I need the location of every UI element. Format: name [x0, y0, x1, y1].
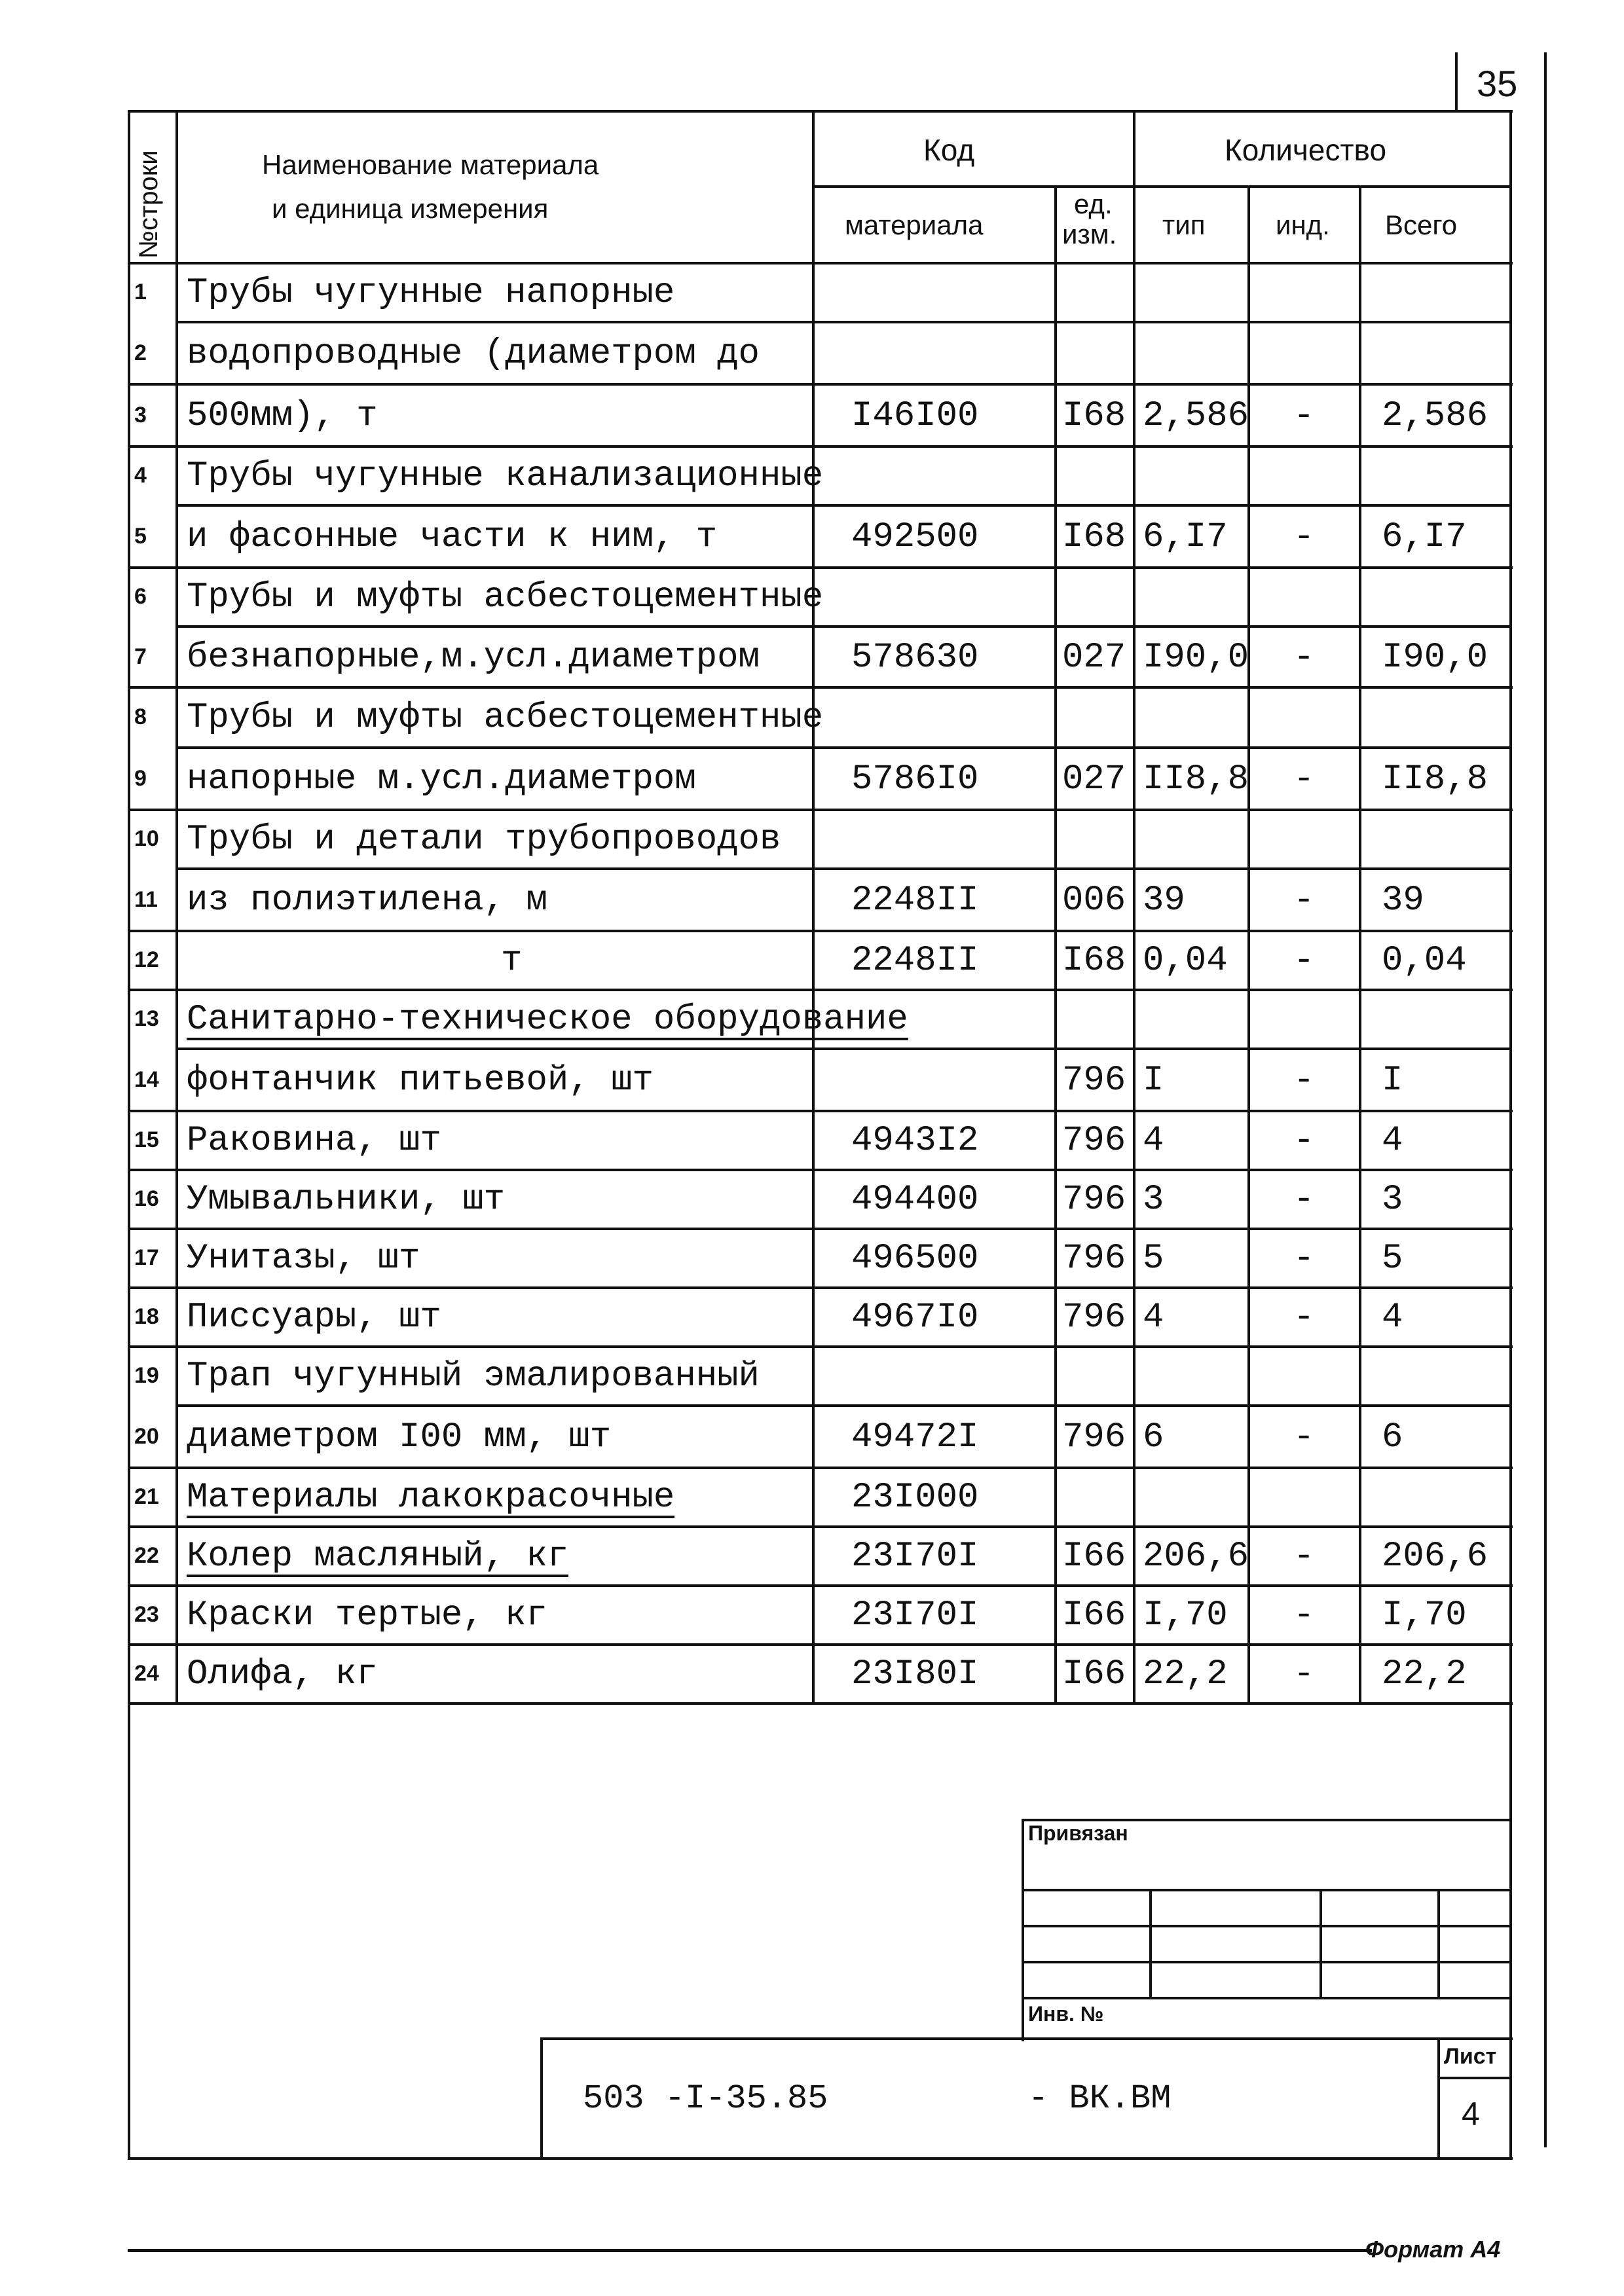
- quantity-total: 4: [1382, 1298, 1403, 1338]
- material-code: 494400: [851, 1180, 979, 1220]
- row-number: 12: [134, 947, 159, 972]
- material-code: 4943I2: [851, 1121, 979, 1161]
- total-header: Всего: [1385, 210, 1458, 240]
- unit-code: I66: [1062, 1595, 1126, 1635]
- material-name: водопроводные (диаметром до: [187, 334, 760, 374]
- material-code: 23I80I: [851, 1654, 979, 1694]
- unit-header-line2: изм.: [1062, 219, 1117, 249]
- row-number: 19: [134, 1363, 159, 1388]
- unit-code: 796: [1062, 1061, 1126, 1101]
- material-name: Раковина, шт: [187, 1121, 441, 1161]
- row-divider: [128, 1643, 1513, 1646]
- unit-code: 027: [1062, 759, 1126, 799]
- row-number: 20: [134, 1424, 159, 1449]
- quantity-ind: -: [1293, 1121, 1315, 1161]
- name-header-line2: и единица измерения: [272, 193, 549, 224]
- unit-code: I68: [1062, 941, 1126, 981]
- quantity-typ: 206,6: [1143, 1537, 1249, 1576]
- material-name: Краски тертые, кг: [187, 1595, 547, 1635]
- quantity-ind: -: [1293, 759, 1315, 799]
- material-code: 23I000: [851, 1478, 979, 1518]
- quantity-typ: 22,2: [1143, 1654, 1228, 1694]
- unit-code: 796: [1062, 1417, 1126, 1457]
- row-number: 21: [134, 1484, 159, 1509]
- material-name: из полиэтилена, м: [187, 881, 547, 920]
- quantity-typ: 6: [1143, 1417, 1164, 1457]
- quantity-typ: 2,586: [1143, 396, 1249, 436]
- material-name: безнапорные,м.усл.диаметром: [187, 638, 760, 678]
- material-code: 4967I0: [851, 1298, 979, 1338]
- inventory-number-label: Инв. №: [1028, 2002, 1104, 2026]
- unit-code: I66: [1062, 1654, 1126, 1694]
- row-divider: [128, 686, 1513, 689]
- quantity-typ: 0,04: [1143, 941, 1228, 981]
- row-number: 1: [134, 280, 147, 304]
- quantity-total: 206,6: [1382, 1537, 1488, 1576]
- quantity-total: I,70: [1382, 1595, 1467, 1635]
- unit-code: 796: [1062, 1121, 1126, 1161]
- quantity-ind: -: [1293, 1654, 1315, 1694]
- quantity-typ: 6,I7: [1143, 517, 1228, 557]
- quantity-typ: I: [1143, 1061, 1164, 1101]
- row-divider: [128, 1286, 1513, 1289]
- row-number: 6: [134, 584, 147, 609]
- row-number: 11: [134, 887, 158, 912]
- quantity-typ: I90,0: [1143, 638, 1249, 678]
- format-label: Формат А4: [1365, 2236, 1501, 2263]
- quantity-ind: -: [1293, 1298, 1315, 1338]
- sheet-label: Лист: [1444, 2044, 1497, 2069]
- material-name: т: [501, 941, 523, 981]
- row-number: 8: [134, 704, 147, 729]
- name-header-line1: Наименование материала: [262, 149, 599, 180]
- unit-code: 006: [1062, 881, 1126, 920]
- material-code: 578630: [851, 638, 979, 678]
- row-number: 22: [134, 1543, 159, 1568]
- quantity-ind: -: [1293, 881, 1315, 920]
- quantity-typ: 39: [1143, 881, 1185, 920]
- material-header: материала: [845, 210, 984, 240]
- material-code: I46I00: [851, 396, 979, 436]
- material-name: Трубы чугунные напорные: [187, 273, 675, 313]
- material-name: 500мм), т: [187, 396, 378, 436]
- row-divider: [128, 1169, 1513, 1171]
- material-name: фонтанчик питьевой, шт: [187, 1061, 654, 1101]
- row-divider: [128, 1467, 1513, 1469]
- row-divider: [128, 989, 1513, 991]
- row-divider: [128, 383, 1513, 386]
- material-name: Трубы и детали трубопроводов: [187, 820, 781, 860]
- unit-header-line1: ед.: [1074, 189, 1113, 219]
- material-code: 492500: [851, 517, 979, 557]
- ind-header: инд.: [1276, 210, 1330, 240]
- row-divider: [175, 867, 1511, 870]
- material-code: 49472I: [851, 1417, 979, 1457]
- material-name: Писсуары, шт: [187, 1298, 441, 1338]
- row-number: 15: [134, 1127, 159, 1152]
- quantity-total: 39: [1382, 881, 1424, 920]
- material-name: Материалы лакокрасочные: [187, 1478, 675, 1518]
- row-divider: [128, 566, 1513, 569]
- quantity-ind: -: [1293, 1537, 1315, 1576]
- row-divider: [128, 445, 1513, 448]
- row-number: 7: [134, 644, 147, 669]
- material-name: Колер масляный, кг: [187, 1537, 569, 1576]
- row-divider: [128, 809, 1513, 811]
- material-name: Санитарно-техническое оборудование: [187, 1000, 908, 1040]
- quantity-typ: 5: [1143, 1239, 1164, 1279]
- quantity-total: 22,2: [1382, 1654, 1467, 1694]
- document-code: 503 -I-35.85: [583, 2079, 828, 2118]
- quantity-ind: -: [1293, 1061, 1315, 1101]
- unit-code: 796: [1062, 1180, 1126, 1220]
- material-code: 23I70I: [851, 1595, 979, 1635]
- quantity-ind: -: [1293, 396, 1315, 436]
- quantity-total: 2,586: [1382, 396, 1488, 436]
- quantity-total: 4: [1382, 1121, 1403, 1161]
- unit-code: 796: [1062, 1239, 1126, 1279]
- row-divider: [128, 1345, 1513, 1348]
- material-name: напорные м.усл.диаметром: [187, 759, 696, 799]
- material-name: Трубы и муфты асбестоцементные: [187, 577, 824, 617]
- row-number: 14: [134, 1067, 159, 1092]
- row-divider: [175, 625, 1511, 628]
- material-code: 2248II: [851, 941, 979, 981]
- material-code: 496500: [851, 1239, 979, 1279]
- material-name: и фасонные части к ним, т: [187, 517, 718, 557]
- document-suffix: - ВК.ВМ: [1028, 2079, 1172, 2118]
- typ-header: тип: [1162, 210, 1206, 240]
- quantity-typ: II8,8: [1143, 759, 1249, 799]
- row-divider: [175, 746, 1511, 749]
- quantity-total: 6,I7: [1382, 517, 1467, 557]
- material-code: 23I70I: [851, 1537, 979, 1576]
- material-name: Трубы и муфты асбестоцементные: [187, 698, 824, 738]
- row-divider: [175, 321, 1511, 323]
- attached-label: Привязан: [1028, 1821, 1128, 1845]
- quantity-total: 0,04: [1382, 941, 1467, 981]
- row-number: 3: [134, 403, 147, 428]
- quantity-ind: -: [1293, 1239, 1315, 1279]
- unit-code: 027: [1062, 638, 1126, 678]
- row-divider: [128, 1525, 1513, 1528]
- unit-code: I68: [1062, 517, 1126, 557]
- row-divider: [128, 1584, 1513, 1587]
- quantity-header: Количество: [1225, 133, 1387, 167]
- quantity-ind: -: [1293, 1595, 1315, 1635]
- row-number: 23: [134, 1602, 159, 1627]
- page-number: 35: [1477, 63, 1518, 104]
- row-number: 2: [134, 340, 147, 365]
- row-divider: [175, 504, 1511, 507]
- quantity-total: I90,0: [1382, 638, 1488, 678]
- quantity-total: 5: [1382, 1239, 1403, 1279]
- quantity-typ: 4: [1143, 1298, 1164, 1338]
- quantity-ind: -: [1293, 638, 1315, 678]
- material-code: 5786I0: [851, 759, 979, 799]
- material-code: 2248II: [851, 881, 979, 920]
- quantity-total: 3: [1382, 1180, 1403, 1220]
- material-name: диаметром I00 мм, шт: [187, 1417, 612, 1457]
- unit-code: 796: [1062, 1298, 1126, 1338]
- quantity-total: II8,8: [1382, 759, 1488, 799]
- row-number: 13: [134, 1006, 159, 1031]
- row-number: 4: [134, 463, 147, 488]
- unit-code: I66: [1062, 1537, 1126, 1576]
- row-number: 10: [134, 826, 159, 851]
- row-divider: [128, 1228, 1513, 1230]
- row-number-header: №строки: [134, 150, 163, 259]
- material-name: Умывальники, шт: [187, 1180, 506, 1220]
- quantity-typ: 3: [1143, 1180, 1164, 1220]
- material-name: Трубы чугунные канализационные: [187, 456, 824, 496]
- quantity-total: I: [1382, 1061, 1403, 1101]
- material-name: Трап чугунный эмалированный: [187, 1357, 760, 1396]
- row-number: 16: [134, 1186, 159, 1211]
- row-divider: [175, 1048, 1511, 1050]
- sheet-number: 4: [1462, 2096, 1480, 2132]
- quantity-typ: I,70: [1143, 1595, 1228, 1635]
- row-number: 5: [134, 524, 147, 549]
- quantity-ind: -: [1293, 1180, 1315, 1220]
- row-number: 17: [134, 1245, 159, 1270]
- quantity-total: 6: [1382, 1417, 1403, 1457]
- code-header: Код: [923, 133, 975, 167]
- material-name: Унитазы, шт: [187, 1239, 420, 1279]
- row-divider: [128, 1110, 1513, 1112]
- material-name: Олифа, кг: [187, 1654, 378, 1694]
- row-number: 9: [134, 766, 147, 791]
- quantity-ind: -: [1293, 1417, 1315, 1457]
- quantity-ind: -: [1293, 941, 1315, 981]
- row-number: 24: [134, 1661, 159, 1686]
- quantity-ind: -: [1293, 517, 1315, 557]
- unit-code: I68: [1062, 396, 1126, 436]
- row-divider: [128, 930, 1513, 932]
- row-divider: [175, 1404, 1511, 1407]
- quantity-typ: 4: [1143, 1121, 1164, 1161]
- row-number: 18: [134, 1304, 159, 1329]
